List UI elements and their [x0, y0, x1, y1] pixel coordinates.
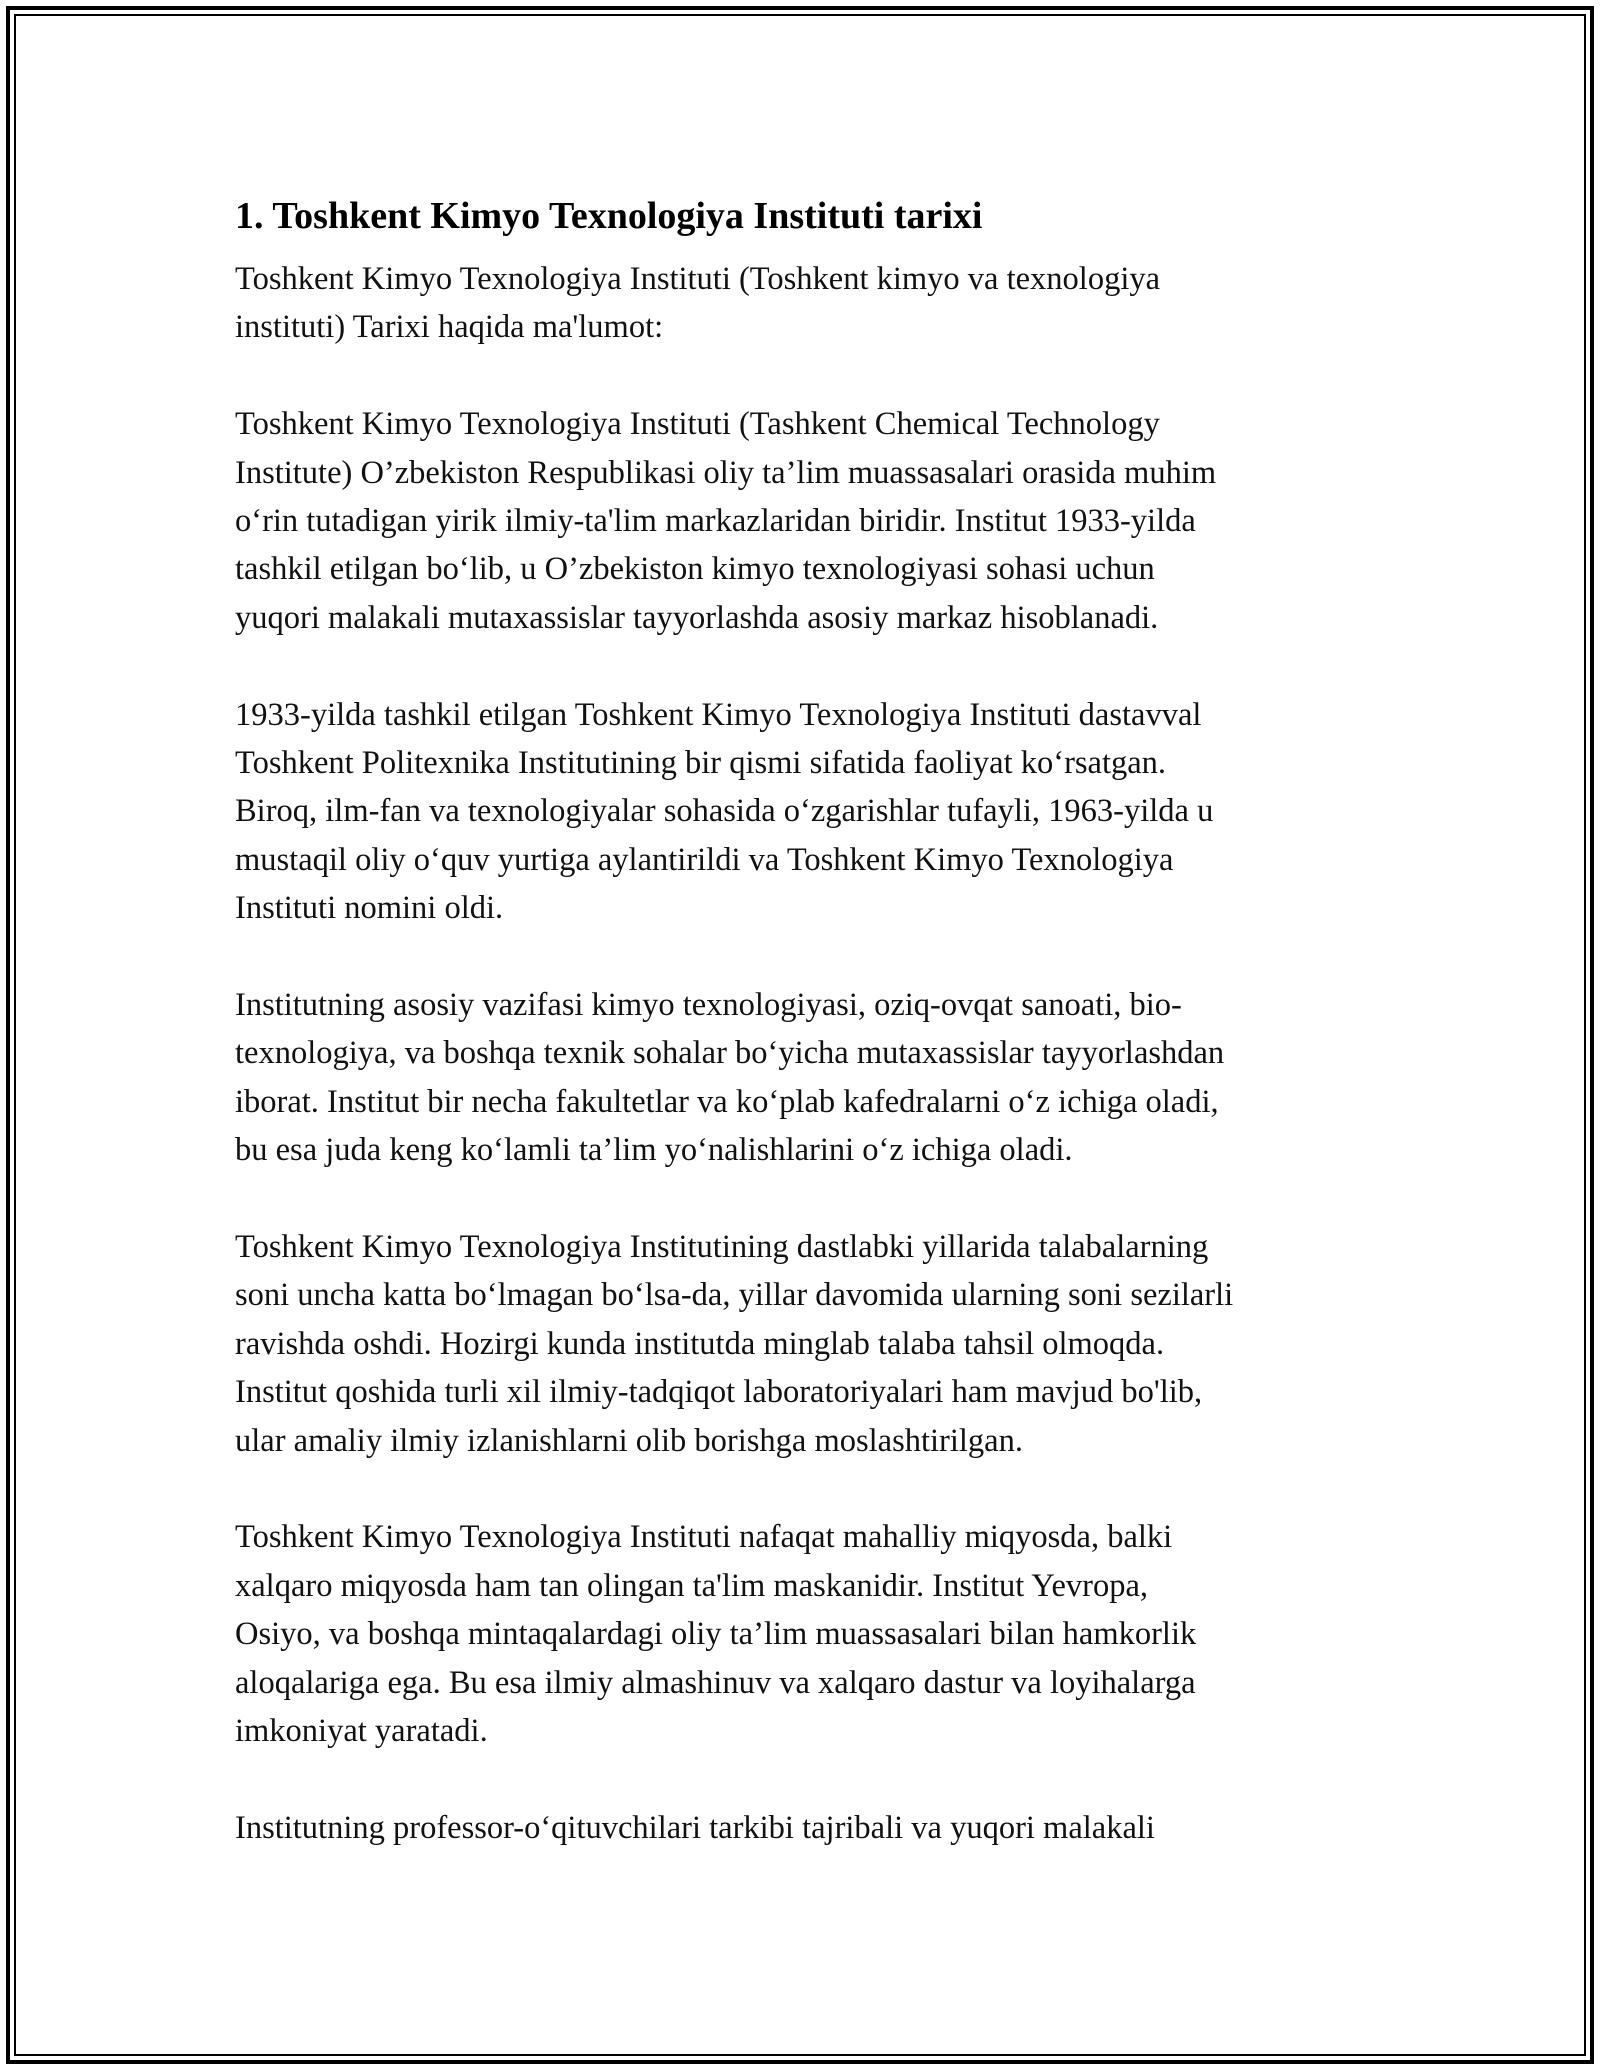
- paragraph-line: xalqaro miqyosda ham tan olingan ta'lim maskanidir. Institut Yevropa,: [235, 1567, 1149, 1604]
- paragraph-line: Institutning asosiy vazifasi kimyo texnologiyasi, oziq-ovqat sanoati, bio-: [235, 987, 1182, 1024]
- paragraph-line: Biroq, ilm-fan va texnologiyalar sohasida o‘zgarishlar tufayli, 1963-yilda u: [235, 793, 1214, 830]
- paragraph-line: Instituti nomini oldi.: [235, 890, 504, 927]
- paragraph-line: Toshkent Politexnika Institutining bir qismi sifatida faoliyat ko‘rsatgan.: [235, 745, 1167, 782]
- paragraph-line: Institut qoshida turli xil ilmiy-tadqiqot laboratoriyalari ham mavjud bo'lib,: [235, 1374, 1203, 1411]
- paragraph-line: Toshkent Kimyo Texnologiya Institutining dastlabki yillarida talabalarning: [235, 1229, 1209, 1266]
- paragraph-line: yuqori malakali mutaxassislar tayyorlashda asosiy markaz hisoblanadi.: [235, 599, 1159, 636]
- document-body: [235, 187, 1375, 1901]
- paragraph-line: imkoniyat yaratadi.: [235, 1713, 488, 1750]
- paragraph-line: soni uncha katta bo‘lmagan bo‘lsa-da, yillar davomida ularning soni sezilarli: [235, 1277, 1234, 1314]
- paragraph-line: texnologiya, va boshqa texnik sohalar bo‘yicha mutaxassislar tayyorlashdan: [235, 1035, 1225, 1072]
- paragraph: [235, 1804, 1375, 1852]
- section-heading: 1. Toshkent Kimyo Texnologiya Instituti tarixi: [235, 195, 983, 237]
- paragraph-line: Toshkent Kimyo Texnologiya Instituti (Toshkent kimyo va texnologiya: [235, 261, 1161, 297]
- paragraph: [235, 981, 1375, 1175]
- paragraph-line: ular amaliy ilmiy izlanishlarni olib borishga moslashtirilgan.: [235, 1422, 1023, 1459]
- paragraph-line: Osiyo, va boshqa mintaqalardagi oliy ta’lim muassasalari bilan hamkorlik: [235, 1616, 1197, 1653]
- paragraph-line: ravishda oshdi. Hozirgi kunda institutda minglab talaba tahsil olmoqda.: [235, 1325, 1165, 1362]
- paragraph-line: Toshkent Kimyo Texnologiya Instituti (Tashkent Chemical Technology: [235, 406, 1160, 443]
- paragraph-line: Institutning professor-o‘qituvchilari tarkibi tajribali va yuqori malakali: [235, 1809, 1155, 1846]
- paragraph: [235, 400, 1375, 642]
- paragraph: [235, 1223, 1375, 1465]
- paragraph: [235, 1513, 1375, 1755]
- paragraph-list: [235, 255, 1375, 1852]
- paragraph-line: iborat. Institut bir necha fakultetlar va ko‘plab kafedralarni o‘z ichiga oladi,: [235, 1083, 1219, 1120]
- paragraph-line: Toshkent Kimyo Texnologiya Instituti nafaqat mahalliy miqyosda, balki: [235, 1519, 1173, 1556]
- paragraph-line: o‘rin tutadigan yirik ilmiy-ta'lim markazlaridan biridir. Institut 1933-yilda: [235, 503, 1196, 540]
- paragraph-line: 1933-yilda tashkil etilgan Toshkent Kimyo Texnologiya Instituti dastavval: [235, 696, 1202, 733]
- paragraph: [235, 255, 1375, 352]
- paragraph-line: mustaqil oliy o‘quv yurtiga aylantirildi va Toshkent Kimyo Texnologiya: [235, 841, 1174, 878]
- paragraph-line: bu esa juda keng ko‘lamli ta’lim yo‘nalishlarini o‘z ichiga oladi.: [235, 1132, 1073, 1169]
- paragraph-line: instituti) Tarixi haqida ma'lumot:: [235, 309, 664, 346]
- paragraph-line: tashkil etilgan bo‘lib, u O’zbekiston kimyo texnologiyasi sohasi uchun: [235, 551, 1155, 588]
- paragraph-line: Institute) O’zbekiston Respublikasi oliy ta’lim muassasalari orasida muhim: [235, 454, 1217, 491]
- paragraph: [235, 691, 1375, 933]
- paragraph-line: aloqalariga ega. Bu esa ilmiy almashinuv va xalqaro dastur va loyihalarga: [235, 1664, 1196, 1701]
